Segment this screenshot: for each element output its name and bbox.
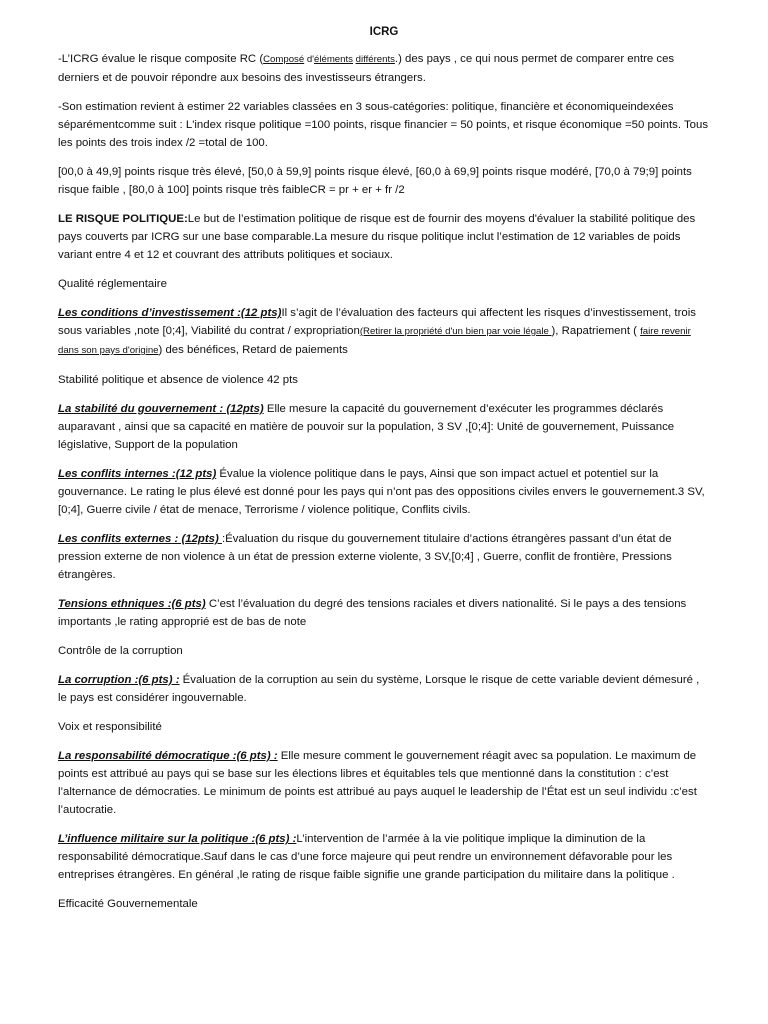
external-conflicts-paragraph — [58, 530, 710, 584]
corruption-lead: La corruption :(6 pts) : — [58, 674, 180, 686]
democratic-text: Elle mesure comment le gouvernement réagit avec sa population. Le maximum de points est attribué au pays qui se base sur les élections libres et équitables tels que mentionné dans la constitution : c’est l’alternance de démocraties. Le minimum de points est attribué au pays auquel le leadership de l’État est un seul individu :c’est l’autocratie. — [58, 750, 697, 816]
intro-elements-link: éléments — [314, 54, 353, 65]
military-lead: L’influence militaire sur la politique :(6 pts) : — [58, 833, 297, 845]
investment-text-3: ) des bénéfices, Retard de paiements — [158, 344, 348, 356]
gov-stability-lead: La stabilité du gouvernement : (12pts) — [58, 403, 264, 415]
section-stability: Stabilité politique et absence de violence 42 pts — [58, 374, 298, 386]
intro-text-2: .) des pays , ce qui nous permet de comparer entre ces derniers et de pouvoir répondre aux besoins des investisseurs étrangers. — [58, 53, 675, 84]
section-efficiency: Efficacité Gouvernementale — [58, 898, 198, 910]
investment-text-2: ), Rapatriement ( — [551, 325, 641, 337]
democratic-paragraph — [58, 747, 710, 819]
gov-stability-paragraph — [58, 400, 710, 454]
external-conflicts-text: :Évaluation du risque du gouvernement titulaire d’actions étrangères passant d’un état de pression externe de non violence à un état de pression externe violente, 3 SV,[0;4] , Guerre, conflit de frontière, Pressions étrangères. — [58, 533, 672, 581]
corruption-text: Évaluation de la corruption au sein du système, Lorsque le risque de cette variable devient démesuré , le pays est considérer ingouvernable. — [58, 674, 700, 704]
scale-paragraph: [00,0 à 49,9] points risque très élevé, [50,0 à 59,9] points risque élevé, [60,0 à 69,9] points risque modéré, [70,0 à 79;9] points risque faible , [80,0 à 100] points risque très faibleCR = pr + er + fr /2 — [58, 166, 692, 196]
corruption-paragraph — [58, 671, 710, 707]
investment-paragraph — [58, 304, 710, 360]
intro-text-1: -L’ICRG évalue le risque composite RC ( — [58, 53, 264, 65]
internal-conflicts-paragraph — [58, 465, 710, 519]
democratic-lead: La responsabilité démocratique :(6 pts) : — [58, 750, 278, 762]
political-risk-text: Le but de l’estimation politique de risque est de fournir des moyens d'évaluer la stabilité politique des pays couverts par ICRG sur une base comparable.La mesure du risque politique inclut l’estimation de 12 variables de poids variant entre 4 et 12 et couvrant des attributs politiques et sociaux. — [58, 213, 696, 261]
internal-conflicts-text: Évalue la violence politique dans le pays, Ainsi que son impact actuel et potentiel sur la gouvernance. Le rating le plus élevé est donné pour les pays qui n’ont pas des oppositions civiles envers le gouvernement.3 SV,[0;4], Guerre civile / état de menace, Terrorisme / violence politique, Conflits civils. — [58, 468, 705, 516]
investment-text-1: Il s’agit de l’évaluation des facteurs qui affectent les risques d’investissement, trois sous variables ,note [0;4], Viabilité du contrat / expropriation — [58, 307, 696, 337]
political-risk-paragraph — [58, 210, 710, 264]
military-text: L’intervention de l’armée à la vie politique implique la diminution de la responsabilité démocratique.Sauf dans le cas d’une force majeure qui peut rendre un environnement défavorable pour les entreprises étrangères. En général ,le rating de risque faible signifie une grande participation du militaire dans la politique . — [58, 833, 675, 881]
investment-lead: Les conditions d’investissement :(12 pts) — [58, 307, 282, 319]
political-risk-heading: LE RISQUE POLITIQUE: — [58, 213, 188, 225]
intro-compose-link: Composé — [263, 54, 305, 65]
ethnic-tensions-paragraph — [58, 595, 710, 631]
intro-d: d' — [304, 54, 315, 65]
investment-paren-1: (Retirer la propriété d'un bien par voie légale — [359, 326, 552, 337]
intro-paragraph — [58, 50, 710, 87]
section-corruption: Contrôle de la corruption — [58, 645, 183, 657]
internal-conflicts-lead: Les conflits internes :(12 pts) — [58, 468, 217, 480]
ethnic-tensions-lead: Tensions ethniques :(6 pts) — [58, 598, 206, 610]
estimation-paragraph: -Son estimation revient à estimer 22 variables classées en 3 sous-catégories: politique, financière et économiqueindexées séparémentcomme suit : L'index risque politique =100 points, risque financier = 50 points, et risque économique =50 points. Tous les points des trois index /2 =total de 100. — [58, 101, 709, 149]
document-title: ICRG — [369, 26, 399, 38]
section-voice: Voix et responsibilité — [58, 721, 162, 733]
military-paragraph — [58, 830, 710, 884]
external-conflicts-lead: Les conflits externes : (12pts) — [58, 533, 222, 545]
gov-stability-text: Elle mesure la capacité du gouvernement d’exécuter les programmes déclarés auparavant , ainsi que sa capacité en matière de pouvoir sur la population, 3 SV ,[0;4]: Unité de gouvernement, Puissance législative, Support de la population — [58, 403, 675, 451]
ethnic-tensions-text: C’est l’évaluation du degré des tensions raciales et divers nationalité. Si le pays a des tensions importants ,le rating approprié est de bas de note — [58, 598, 687, 628]
section-regulatory-quality: Qualité réglementaire — [58, 278, 167, 290]
intro-differents-link: différents — [355, 54, 395, 65]
investment-paren-2: faire revenir dans son pays d'origine — [58, 326, 691, 356]
